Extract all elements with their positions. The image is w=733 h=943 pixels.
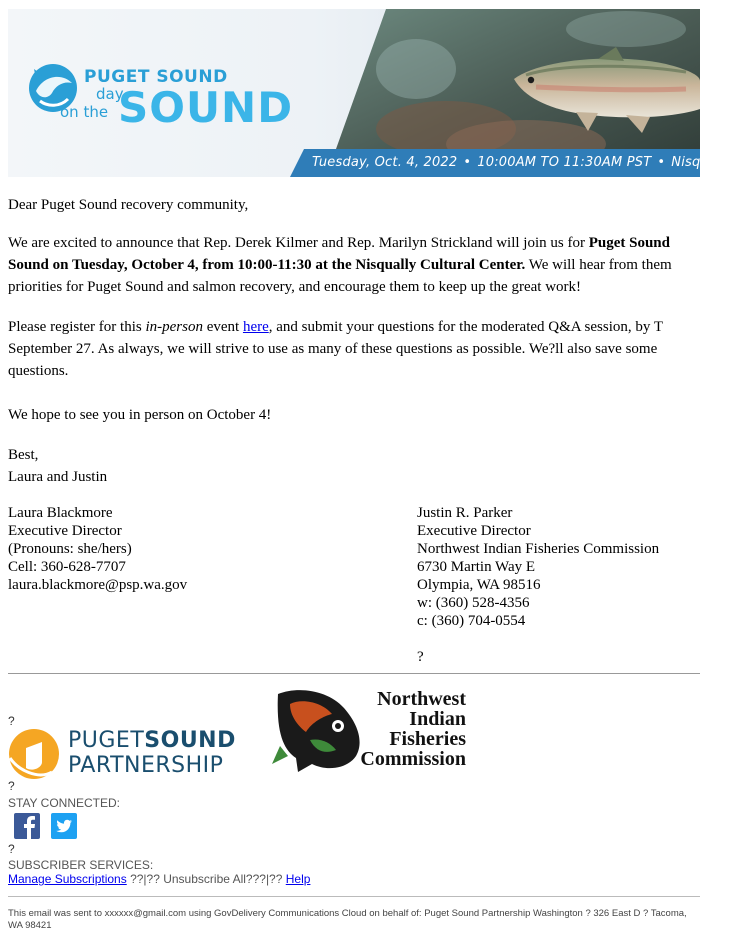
nwifc-orca-icon [268,686,372,776]
event-banner [8,9,733,177]
sig-pronouns: (Pronouns: she/hers) [8,541,132,557]
banner-event-details: Tuesday, Oct. 4, 2022 • 10:00AM TO 11:30AM PST • Nisqually [312,155,733,170]
sig-cell-phone: c: (360) 704-0554 [417,613,526,629]
closing: Best, [8,447,39,463]
footer-divider [8,896,700,897]
placeholder-mark: ? [8,779,15,793]
paragraph-register: Please register for this in-person event here, and submit your questions for the moderated Q&A session, by T September 27. As always, we will strive to use as many of these questions as possible. We?ll also save some questions. [8,319,664,379]
sig-email: laura.blackmore@psp.wa.gov [8,577,188,593]
paragraph-hope: We hope to see you in person on October 4! [8,407,272,423]
register-here-link[interactable]: here [242,319,269,335]
signature-laura [8,504,187,594]
sig-work-phone: w: (360) 528-4356 [417,595,530,611]
paragraph-announcement: We are excited to announce that Rep. Derek Kilmer and Rep. Marilyn Strickland will join us for Puget Sound Sound on Tuesday, October 4, from 10:00-11:30 at the Nisqually Cultural Center. We will hear from them priorities for Puget Sound and salmon recovery, and encourage them to keep up the great work! [8,235,672,295]
greeting: Dear Puget Sound recovery community, [8,197,249,213]
nwifc-logo: Northwest Indian Fisheries Commission [268,686,478,776]
subscriber-services-label: SUBSCRIBER SERVICES: [8,858,154,872]
event-location: Nisqually [671,155,733,170]
psp-logo-icon [8,728,60,780]
signature-justin [417,504,659,666]
divider [8,673,700,674]
sig-title: Executive Director [8,523,122,539]
footer-note: This email was sent to xxxxxx@gmail.com using GovDelivery Communications Cloud on behalf of: Puget Sound Partnership Washington ? 326 East D ? Tacoma, WA 98421 [8,908,687,931]
sig-name: Laura Blackmore [8,505,113,521]
placeholder-mark: ? [8,842,15,856]
stay-connected-label: STAY CONNECTED: [8,796,121,810]
sig-name: Justin R. Parker [417,505,513,521]
brand-on-the: on the [60,103,109,121]
subscriber-links: Manage Subscriptions ??|?? Unsubscribe All???|?? Help [8,872,311,886]
event-date: Tuesday, Oct. 4, 2022 [312,155,458,170]
sig-org: Northwest Indian Fisheries Commission [417,541,660,557]
help-link[interactable]: Help [285,872,311,886]
sig-title: Executive Director [417,523,531,539]
twitter-icon[interactable] [51,813,77,839]
manage-subscriptions-link[interactable]: Manage Subscriptions [8,872,127,886]
signers: Laura and Justin [8,469,108,485]
puget-sound-partnership-logo: PUGETSOUND PARTNERSHIP [8,728,258,780]
sig-trailing: ? [417,649,424,665]
sig-city: Olympia, WA 98516 [417,577,541,593]
facebook-icon[interactable] [14,813,40,839]
sig-street: 6730 Martin Way E [417,559,536,575]
brand-puget-sound: PUGET SOUND [84,67,228,87]
placeholder-mark: ? [8,714,15,728]
event-time: 10:00AM TO 11:30AM PST [477,155,652,170]
sig-cell: Cell: 360-628-7707 [8,559,126,575]
brand-sound: SOUND [118,83,294,132]
brand-day: day [96,85,124,103]
